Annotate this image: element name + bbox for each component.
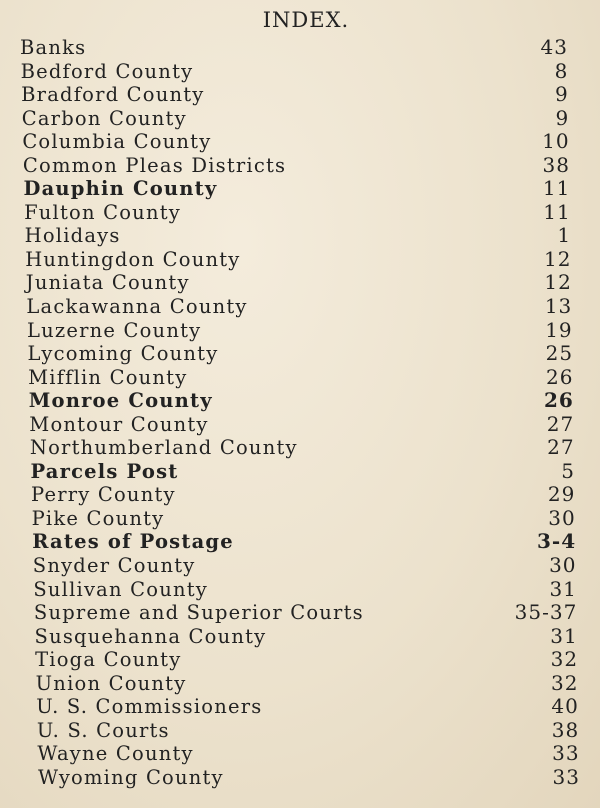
entry-page-number: 30: [549, 553, 577, 578]
entry-label: U. S. Commissioners: [36, 695, 263, 719]
index-entry: [0, 36, 600, 60]
entry-page-number: 5: [561, 458, 575, 483]
entry-page-number: 27: [546, 411, 575, 436]
index-entry: [0, 436, 600, 460]
index-entry: [0, 507, 600, 531]
index-entry: [0, 154, 600, 178]
entry-page-number: 33: [552, 741, 580, 766]
index-entry: [0, 625, 600, 649]
entry-page-number: 30: [548, 505, 576, 530]
index-entry: [0, 719, 600, 743]
index-entry: [0, 248, 600, 272]
index-entry: [0, 201, 600, 225]
entry-label: U. S. Courts: [36, 718, 170, 742]
entry-label: Banks: [20, 36, 87, 59]
entry-page-number: 33: [552, 764, 580, 789]
index-entry: [0, 319, 600, 343]
entry-label: Supreme and Superior Courts: [33, 601, 364, 625]
entry-page-number: 19: [545, 317, 573, 342]
entry-page-number: 11: [542, 176, 571, 201]
entry-label: Luzerne County: [26, 318, 202, 342]
entry-page-number: 11: [543, 199, 571, 224]
index-entry: [0, 271, 600, 295]
entry-label: Huntingdon County: [25, 247, 241, 271]
index-entry: [0, 483, 600, 507]
entry-page-number: 9: [555, 82, 569, 107]
entry-label: Columbia County: [22, 130, 212, 154]
index-entry: [0, 742, 600, 766]
entry-label: Bradford County: [21, 83, 205, 107]
index-entry: [0, 130, 600, 154]
index-entry: [0, 177, 600, 201]
entry-label: Northumberland County: [29, 436, 298, 460]
entry-label: Dauphin County: [23, 177, 218, 201]
entry-page-number: 38: [551, 717, 580, 742]
entry-page-number: 3-4: [537, 529, 577, 554]
entry-label: Holidays: [24, 224, 121, 248]
entry-page-number: 35-37: [514, 600, 578, 625]
index-entry: [0, 413, 600, 437]
index-entry: [0, 224, 600, 248]
index-entry: [0, 366, 600, 390]
entry-page-number: 32: [551, 670, 579, 695]
entry-page-number: 32: [550, 647, 579, 672]
entry-label: Mifflin County: [28, 365, 188, 389]
entry-label: Fulton County: [24, 200, 181, 224]
entry-label: Parcels Post: [30, 459, 179, 483]
entry-label: Tioga County: [35, 648, 182, 672]
entry-label: Rates of Postage: [32, 530, 234, 554]
entry-label: Snyder County: [32, 554, 196, 578]
entry-page-number: 25: [545, 341, 574, 366]
index-entry: [0, 554, 600, 578]
entry-label: Lycoming County: [27, 342, 219, 366]
entry-page-number: 29: [547, 482, 576, 507]
index-entry: [0, 60, 600, 84]
index-list: [0, 36, 600, 790]
index-entry: [0, 342, 600, 366]
entry-page-number: 10: [542, 129, 570, 154]
entry-label: Carbon County: [21, 106, 187, 130]
index-entry: [0, 672, 600, 696]
index-entry: [0, 648, 600, 672]
entry-page-number: 13: [544, 294, 573, 319]
entry-page-number: 12: [544, 270, 572, 295]
index-entry: [0, 295, 600, 319]
entry-label: Wayne County: [37, 742, 194, 766]
entry-page-number: 27: [547, 435, 575, 460]
index-entry: [0, 601, 600, 625]
index-entry: [0, 766, 600, 790]
entry-page-number: 8: [554, 58, 569, 83]
entry-label: Susquehanna County: [34, 624, 267, 648]
entry-page-number: 9: [555, 105, 570, 130]
entry-label: Bedford County: [20, 59, 194, 83]
page-title: INDEX.: [262, 8, 350, 32]
index-entry: [0, 107, 600, 131]
index-entry: [0, 389, 600, 413]
entry-page-number: 1: [557, 223, 572, 248]
entry-label: Wyoming County: [38, 765, 224, 789]
entry-page-number: 43: [540, 35, 568, 59]
entry-label: Monroe County: [28, 389, 213, 413]
entry-page-number: 26: [543, 388, 574, 413]
entry-page-number: 31: [549, 576, 577, 601]
entry-page-number: 40: [551, 694, 579, 719]
entry-label: Perry County: [31, 483, 176, 507]
entry-page-number: 12: [544, 246, 572, 271]
index-entry: [0, 695, 600, 719]
index-entry: [0, 83, 600, 107]
entry-label: Montour County: [29, 412, 209, 436]
entry-label: Pike County: [31, 506, 165, 530]
entry-page-number: 26: [545, 364, 574, 389]
entry-label: Sullivan County: [33, 577, 209, 601]
entry-label: Lackawanna County: [26, 295, 248, 319]
entry-label: Juniata County: [25, 271, 190, 295]
entry-label: Common Pleas Districts: [22, 153, 287, 177]
entry-page-number: 31: [550, 623, 578, 648]
entry-label: Union County: [35, 671, 187, 695]
entry-page-number: 38: [542, 152, 570, 177]
index-entry: [0, 460, 600, 484]
index-entry: [0, 530, 600, 554]
index-entry: [0, 578, 600, 602]
